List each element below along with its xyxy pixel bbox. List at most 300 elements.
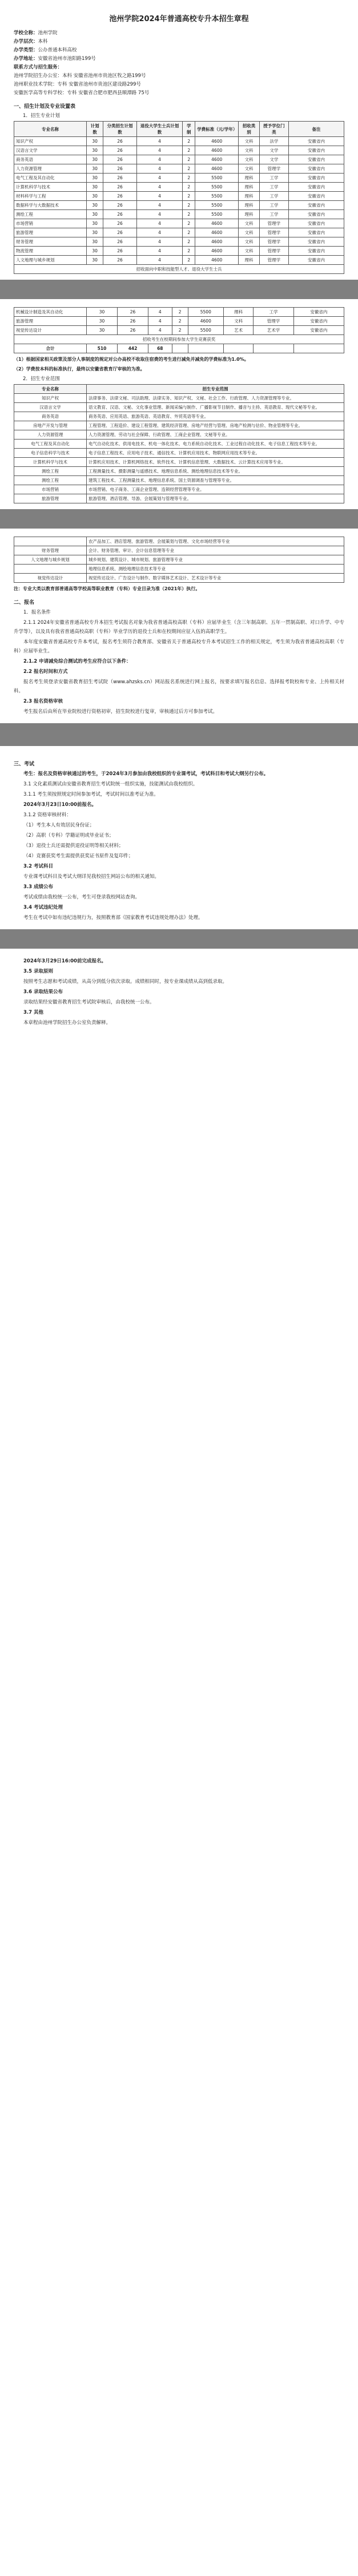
plan-note: （1）根据国家相关政策及部分人事制度的规定对公办高校不收取住宿费的考生进行减免并减免的学费标准为1.0%。 xyxy=(14,357,249,362)
table-cell: 4 xyxy=(148,326,172,335)
table-cell: 26 xyxy=(103,256,137,265)
col-header: 备注 xyxy=(289,122,344,137)
paragraph: 本年度安徽省普通高校专升本考试，报名考生须符合教育部、安徽省关于普通高校专升本考试招生工作的相关规定，考生须为我省普通高校高职（专科）应届毕业生。 xyxy=(14,639,344,654)
paragraph: 3.1.1 考生须按照规定时间参加考试，考试时间以准考证为准。 xyxy=(23,792,159,797)
table-cell: 艺术 xyxy=(223,326,253,335)
major-cell: 市场营销 xyxy=(14,485,87,494)
table-cell: 30 xyxy=(87,174,103,183)
table-cell: 2 xyxy=(183,237,195,247)
table-cell xyxy=(223,344,253,353)
contact-line: 池州学院招生办公室：本科 安徽省池州市贵池区牧之路199号 xyxy=(14,73,146,79)
contact-heading: 联系方式与招生服务： xyxy=(14,64,63,70)
table-cell: 管理学 xyxy=(259,237,288,247)
table-cell: 材料科学与工程 xyxy=(14,192,87,201)
table-cell: 2 xyxy=(183,146,195,155)
requirement-table xyxy=(14,384,344,503)
table-row xyxy=(14,201,344,210)
intro-line: 办学类型：公办普通本科高校 xyxy=(14,47,77,53)
table-cell: 26 xyxy=(103,192,137,201)
table-cell: 4600 xyxy=(188,317,223,326)
table-cell: 2 xyxy=(183,183,195,192)
table-cell: 4 xyxy=(148,317,172,326)
page-gap xyxy=(0,509,358,529)
table-cell: 工学 xyxy=(259,210,288,219)
table-cell: 510 xyxy=(87,344,118,353)
col-header: 专业名称 xyxy=(14,122,87,137)
table-cell: 26 xyxy=(118,317,148,326)
table-cell: 文科 xyxy=(239,237,260,247)
paragraph: （3）退役士兵还需提供退役证明等相关材料； xyxy=(23,843,124,849)
intro-line: 办学层次：本科 xyxy=(14,39,48,45)
sheet-1 xyxy=(0,0,358,280)
table-row xyxy=(14,183,344,192)
paragraph: 2.1.1 2024年安徽省普通高校专升本招生考试报名对象为我省普通高校高职（专科）应届毕业生（含三年制高职、五年一贯制高职、对口升学、中专升学等），以及具有我省普通高校高职（专科）毕业学历的退役士兵和在校期间应征入伍的高职学生。 xyxy=(14,620,344,635)
table-cell: 文科 xyxy=(239,164,260,174)
table-cell: 4600 xyxy=(195,219,239,228)
table-cell: 法学 xyxy=(259,137,288,146)
scope-cell: 工程管理、工程造价、建设工程管理、建筑经济管理、房地产经营与管理、房地产检测与估价、物业管理等专业。 xyxy=(87,421,344,430)
scope-cell: 计算机应用技术、计算机网络技术、软件技术、计算机信息管理、大数据技术、云计算技术应用等专业。 xyxy=(87,458,344,467)
section-heading: 二、报名 xyxy=(14,600,35,606)
major-cell: 财务管理 xyxy=(14,546,87,555)
table-cell: 数据科学与大数据技术 xyxy=(14,201,87,210)
table-cell: 5500 xyxy=(188,308,223,317)
requirement-table-body xyxy=(14,394,344,503)
table-cell: 安徽省内 xyxy=(289,146,344,155)
table-cell: 工学 xyxy=(259,201,288,210)
table-cell: 机械设计制造及其自动化 xyxy=(14,308,87,317)
table-row xyxy=(14,476,344,485)
table-cell: 安徽省内 xyxy=(293,326,344,335)
table-cell: 4 xyxy=(136,174,183,183)
table-cell: 财务管理 xyxy=(14,237,87,247)
table-cell: 4 xyxy=(136,256,183,265)
table-row xyxy=(14,137,344,146)
table-cell: 4600 xyxy=(195,146,239,155)
table-cell: 工学 xyxy=(259,192,288,201)
contact-line: 安徽医学高等专科学校：专科 安徽省合肥市肥西县顺潭路 75号 xyxy=(14,90,150,96)
scope-cell: 人力资源管理、劳动与社会保障、行政管理、工商企业管理、文秘等专业。 xyxy=(87,430,344,440)
table-cell: 30 xyxy=(87,210,103,219)
table-row xyxy=(14,485,344,494)
sheet-4 xyxy=(0,746,358,929)
table-cell: 5500 xyxy=(195,174,239,183)
paragraph: 3.7 其他 xyxy=(23,1010,44,1015)
paragraph: 专业课考试科目及考试大纲详见我校招生网站公布的相关通知。 xyxy=(23,874,160,880)
table-row xyxy=(14,228,344,237)
table-cell: 文学 xyxy=(259,155,288,164)
paragraph: （4）竞赛获奖考生需提供获奖证书原件及复印件； xyxy=(23,853,134,859)
table-row xyxy=(14,440,344,449)
major-cell: 人力资源管理 xyxy=(14,430,87,440)
scope-cell: 商务英语、应用英语、旅游英语、英语教育、外贸英语等专业。 xyxy=(87,412,344,421)
table-cell: 26 xyxy=(118,326,148,335)
major-cell: 商务英语 xyxy=(14,412,87,421)
table-cell: 2 xyxy=(183,256,195,265)
table-cell: 2 xyxy=(183,155,195,164)
table-cell: 30 xyxy=(87,237,103,247)
table-cell: 理科 xyxy=(239,183,260,192)
document-title: 池州学院2024年普通高校专升本招生章程 xyxy=(109,15,249,23)
table-header-row xyxy=(14,385,344,394)
document-page xyxy=(0,0,358,1034)
section-body xyxy=(14,769,344,922)
plan-table-continued xyxy=(14,307,344,353)
table-cell xyxy=(188,344,223,353)
table-cell: 理科 xyxy=(223,308,253,317)
table-cell: 人力资源管理 xyxy=(14,164,87,174)
table-cell: 26 xyxy=(103,137,137,146)
table-cell: 理科 xyxy=(239,192,260,201)
table-cell: 文学 xyxy=(259,146,288,155)
table-row xyxy=(14,537,344,546)
paragraph: 3.1 文化素质测试由安徽省教育招生考试院统一组织实施，技能测试由我校组织。 xyxy=(23,781,198,787)
paragraph: 报名考生须登录安徽省教育招生考试院（www.ahzsks.cn）网站报名系统进行网上报名，按要求填写报名信息、选择报考院校和专业、上传相关材料。 xyxy=(14,679,344,694)
table-cell: 26 xyxy=(103,247,137,256)
table-row xyxy=(14,421,344,430)
table-row xyxy=(14,326,344,335)
table-cell: 2 xyxy=(183,137,195,146)
table-cell: 安徽省内 xyxy=(289,228,344,237)
table-cell: 30 xyxy=(87,164,103,174)
table-cell: 5500 xyxy=(195,183,239,192)
table-row xyxy=(14,394,344,403)
table-cell: 商务英语 xyxy=(14,155,87,164)
table-cell: 管理学 xyxy=(259,164,288,174)
table-cell: 30 xyxy=(87,326,118,335)
table-cell: 理科 xyxy=(239,174,260,183)
table-row xyxy=(14,565,344,574)
table-row xyxy=(14,237,344,247)
major-cell: 知识产权 xyxy=(14,394,87,403)
table-cell: 5500 xyxy=(195,210,239,219)
major-cell: 房地产开发与管理 xyxy=(14,421,87,430)
table-cell: 4 xyxy=(136,155,183,164)
table-cell: 4 xyxy=(136,201,183,210)
scope-cell: 视觉传达设计、广告设计与制作、数字媒体艺术设计、艺术设计等专业 xyxy=(87,574,344,583)
scope-cell: 工程测量技术、摄影测量与遥感技术、地理信息系统、测绘地理信息技术等专业。 xyxy=(87,467,344,476)
table-cell: 2 xyxy=(183,192,195,201)
scope-cell: 旅游管理、酒店管理、导游、会展策划与管理等专业。 xyxy=(87,494,344,503)
table-cell: 理科 xyxy=(239,256,260,265)
table-cell: 安徽省内 xyxy=(289,164,344,174)
table-cell: 2 xyxy=(183,164,195,174)
table-cell: 安徽省内 xyxy=(293,317,344,326)
table-cell: 工学 xyxy=(254,308,293,317)
major-cell: 旅游管理 xyxy=(14,494,87,503)
subsection-heading: 2．招生专业范围 xyxy=(23,376,60,382)
table-cell: 2 xyxy=(172,317,188,326)
table-row xyxy=(14,574,344,583)
table-header-row xyxy=(14,122,344,137)
table-cell: 安徽省内 xyxy=(289,237,344,247)
scope-cell: 农产品加工、酒店管理、旅游管理、会展策划与管理、文化市场经营等专业 xyxy=(87,537,344,546)
table-cell: 文科 xyxy=(239,137,260,146)
paragraph: 2.2 报名时间和方式 xyxy=(23,669,68,675)
table-row xyxy=(14,192,344,201)
table-cell: 30 xyxy=(87,228,103,237)
major-cell xyxy=(14,537,87,546)
table-cell-remark: 招收面向中职和技能型人才、退役大学生士兵 xyxy=(14,265,344,274)
major-cell: 测绘工程 xyxy=(14,476,87,485)
paragraph: 2.1.2 申请减免综合测试的考生应符合以下条件： xyxy=(23,659,131,664)
table-cell: 68 xyxy=(148,344,172,353)
table-cell: 30 xyxy=(87,256,103,265)
major-cell: 电气工程及其自动化 xyxy=(14,440,87,449)
paragraph: 考生在考试中如有违纪违规行为，按照教育部《国家教育考试违规处理办法》处理。 xyxy=(23,915,203,921)
table-cell: 4 xyxy=(136,146,183,155)
table-cell: 文科 xyxy=(239,247,260,256)
scope-cell: 市场营销、电子商务、工商企业管理、连锁经营管理等专业。 xyxy=(87,485,344,494)
table-cell: 安徽省内 xyxy=(289,192,344,201)
table-cell: 物流管理 xyxy=(14,247,87,256)
table-cell: 安徽省内 xyxy=(289,137,344,146)
col-header: 分类招生计划数 xyxy=(103,122,137,137)
paragraph: 3.1.2 资格审核材料： xyxy=(23,812,71,818)
table-cell: 5500 xyxy=(195,201,239,210)
table-cell: 30 xyxy=(87,317,118,326)
table-row xyxy=(14,317,344,326)
table-cell: 安徽省内 xyxy=(289,183,344,192)
table-cell: 26 xyxy=(103,155,137,164)
table-cell: 文科 xyxy=(223,317,253,326)
table-cell: 4600 xyxy=(195,237,239,247)
major-cell xyxy=(14,565,87,574)
table-cell: 管理学 xyxy=(254,317,293,326)
table-cell: 26 xyxy=(118,308,148,317)
table-cell: 26 xyxy=(103,146,137,155)
page-gap xyxy=(0,723,358,746)
table-cell: 视觉传达设计 xyxy=(14,326,87,335)
sheet-2 xyxy=(0,299,358,509)
paragraph: 2024年3月29日16:00前完成报名。 xyxy=(23,958,106,964)
table-cell: 26 xyxy=(103,237,137,247)
major-cell: 视觉传达设计 xyxy=(14,574,87,583)
requirement-table-continued xyxy=(14,537,344,583)
table-cell: 理科 xyxy=(239,210,260,219)
table-cell: 安徽省内 xyxy=(293,308,344,317)
table-cell: 旅游管理 xyxy=(14,228,87,237)
table-cell xyxy=(293,344,344,353)
table-cell: 2 xyxy=(172,308,188,317)
scope-cell: 语文教育、汉语、文秘、文化事业管理、新闻采编与制作、广播影视节目制作、播音与主持、英语教育、现代文秘等专业。 xyxy=(87,403,344,412)
paragraph: 考生报名后由所在毕业院校进行资格初审，招生院校进行复审，审核通过后方可参加考试。 xyxy=(23,709,218,715)
scope-cell: 法律事务、法律文秘、司法助理、法律实务、知识产权、文秘、社会工作、行政管理、人力资源管理等专业。 xyxy=(87,394,344,403)
table-cell-remark: 招收考生在校期间参加大学生竞赛获奖 xyxy=(14,335,344,344)
plan-note: （2）学费按本科的标准执行，最终以安徽省教育厅审核的为准。 xyxy=(14,366,145,372)
table-row xyxy=(14,247,344,256)
table-cell: 4 xyxy=(136,210,183,219)
table-cell: 安徽省内 xyxy=(289,256,344,265)
paragraph: 考生：报名及资格审核通过的考生，于2024年3月参加由我校组织的专业课考试，考试科目和考试大纲另行公布。 xyxy=(23,771,269,777)
table-cell: 合计 xyxy=(14,344,87,353)
table-cell: 2 xyxy=(183,219,195,228)
paragraph: 3.6 录取结果公布 xyxy=(23,989,63,995)
col-header: 专业名称 xyxy=(14,385,87,394)
page-gap xyxy=(0,280,358,299)
table-cell: 30 xyxy=(87,183,103,192)
table-cell: 26 xyxy=(103,210,137,219)
table-cell: 26 xyxy=(103,183,137,192)
table-cell: 人文地理与城乡规划 xyxy=(14,256,87,265)
table-cell: 5500 xyxy=(195,192,239,201)
table-row xyxy=(14,412,344,421)
section-heading: 一、招生计划及专业设置表 xyxy=(14,104,76,110)
table-cell: 4600 xyxy=(195,247,239,256)
table-cell: 26 xyxy=(103,219,137,228)
col-header: 授予学位门类 xyxy=(259,122,288,137)
table-cell: 文科 xyxy=(239,219,260,228)
paragraph: 考试成绩由我校统一公布，考生可登录我校网站查询。 xyxy=(23,894,140,900)
table-row-remark xyxy=(14,265,344,274)
col-header: 学制 xyxy=(183,122,195,137)
scope-cell: 地理信息系统、测绘地理信息技术等专业 xyxy=(87,565,344,574)
scope-cell: 会计、财务管理、审计、会计信息管理等专业 xyxy=(87,546,344,555)
paragraph: 3.5 录取原则 xyxy=(23,969,54,974)
table-cell: 2 xyxy=(183,247,195,256)
table-cell: 26 xyxy=(103,228,137,237)
table-cell: 26 xyxy=(103,164,137,174)
table-cell: 30 xyxy=(87,192,103,201)
table-cell: 30 xyxy=(87,247,103,256)
paragraph: 按照考生志愿和考试成绩，从高分到低分依次录取。成绩相同时，按专业课成绩从高到低录取。 xyxy=(23,979,228,985)
table-cell: 工学 xyxy=(259,183,288,192)
major-cell: 汉语言文学 xyxy=(14,403,87,412)
table-cell: 理科 xyxy=(239,201,260,210)
subsection-heading: 1．报名条件 xyxy=(23,610,51,615)
table-cell: 文科 xyxy=(239,146,260,155)
subsection-heading: 1．招生专业计划 xyxy=(23,113,60,119)
paragraph: 3.2 考试科目 xyxy=(23,864,54,869)
paragraph: （1）考生本人有效居民身份证； xyxy=(23,823,95,828)
table-cell: 管理学 xyxy=(259,219,288,228)
paragraph: （2）高职（专科）学籍证明或毕业证书； xyxy=(23,833,114,838)
major-cell: 电子信息科学与技术 xyxy=(14,449,87,458)
requirement-note: 注：专业大类以教育部普通高等学校高等职业教育（专科）专业目录为准（2021年）执行。 xyxy=(14,586,200,591)
table-cell: 4 xyxy=(136,183,183,192)
table-cell: 4 xyxy=(136,219,183,228)
table-cell: 管理学 xyxy=(259,256,288,265)
table-cell: 2 xyxy=(172,326,188,335)
table-row xyxy=(14,555,344,565)
contact-line: 池州职业技术学院：专科 安徽省池州市贵池区建设路299号 xyxy=(14,82,141,87)
table-cell: 汉语言文学 xyxy=(14,146,87,155)
table-row xyxy=(14,155,344,164)
table-cell: 文科 xyxy=(239,155,260,164)
table-cell: 4 xyxy=(136,137,183,146)
col-header: 招生专业范围 xyxy=(87,385,344,394)
col-header: 学费标准（元/学年） xyxy=(195,122,239,137)
table-row xyxy=(14,174,344,183)
table-cell: 艺术学 xyxy=(254,326,293,335)
table-cell xyxy=(254,344,293,353)
table-cell: 442 xyxy=(118,344,148,353)
table-row-remark xyxy=(14,335,344,344)
table-cell: 4600 xyxy=(195,155,239,164)
table-row xyxy=(14,308,344,317)
table-row xyxy=(14,458,344,467)
paragraph: 3.3 成绩公布 xyxy=(23,884,54,890)
sheet-5 xyxy=(0,949,358,1034)
table-cell: 4600 xyxy=(195,164,239,174)
table-cell: 安徽省内 xyxy=(289,247,344,256)
table-cell: 30 xyxy=(87,308,118,317)
table-cell: 30 xyxy=(87,146,103,155)
plan-table-body xyxy=(14,308,344,353)
paragraph: 2.3 报名资格审核 xyxy=(23,699,63,704)
table-cell: 5500 xyxy=(188,326,223,335)
plan-table xyxy=(14,121,344,274)
section-body xyxy=(14,618,344,716)
table-cell: 30 xyxy=(87,219,103,228)
table-cell: 安徽省内 xyxy=(289,219,344,228)
table-cell: 4 xyxy=(136,228,183,237)
table-cell xyxy=(172,344,188,353)
table-cell: 管理学 xyxy=(259,228,288,237)
table-cell: 26 xyxy=(103,174,137,183)
table-row xyxy=(14,430,344,440)
table-cell: 管理学 xyxy=(259,247,288,256)
intro-line: 办学地址：安徽省池州市池阳路199号 xyxy=(14,56,96,62)
paragraph: 本章程由池州学院招生办公室负责解释。 xyxy=(23,1020,111,1026)
intro-block xyxy=(14,29,344,98)
section-body xyxy=(14,957,344,1027)
table-cell: 2 xyxy=(183,210,195,219)
table-cell: 4 xyxy=(148,308,172,317)
scope-cell: 电气自动化技术、供用电技术、机电一体化技术、电力系统自动化技术、工业过程自动化技术、电子信息工程技术等专业。 xyxy=(87,440,344,449)
table-cell: 26 xyxy=(103,201,137,210)
paragraph: 3.4 考试违纪处理 xyxy=(23,905,63,910)
scope-cell: 建筑工程技术、工程测量技术、地理信息系统、国土资源调查与管理等专业。 xyxy=(87,476,344,485)
sheet-3 xyxy=(0,529,358,723)
page-gap xyxy=(0,929,358,949)
table-cell: 4 xyxy=(136,192,183,201)
table-cell: 2 xyxy=(183,174,195,183)
table-cell: 电气工程及其自动化 xyxy=(14,174,87,183)
table-cell: 旅游管理 xyxy=(14,317,87,326)
table-cell: 4 xyxy=(136,237,183,247)
table-row xyxy=(14,210,344,219)
table-row xyxy=(14,219,344,228)
intro-line: 学校全称：池州学院 xyxy=(14,30,58,36)
major-cell: 人文地理与城乡规划 xyxy=(14,555,87,565)
table-row xyxy=(14,467,344,476)
major-cell: 计算机科学与技术 xyxy=(14,458,87,467)
table-row xyxy=(14,256,344,265)
table-cell: 计算机科学与技术 xyxy=(14,183,87,192)
table-cell: 30 xyxy=(87,201,103,210)
table-row xyxy=(14,546,344,555)
scope-cell: 电子信息工程技术、应用电子技术、通信技术、计算机应用技术、物联网应用技术等专业。 xyxy=(87,449,344,458)
section-heading: 三、考试 xyxy=(14,761,35,767)
table-cell: 4 xyxy=(136,164,183,174)
plan-table-body xyxy=(14,137,344,274)
major-cell: 测绘工程 xyxy=(14,467,87,476)
table-cell: 4600 xyxy=(195,256,239,265)
col-header: 招收类别 xyxy=(239,122,260,137)
table-cell: 2 xyxy=(183,228,195,237)
table-row xyxy=(14,164,344,174)
paragraph: 2024年3月23日10:00前报名。 xyxy=(23,802,96,808)
table-cell: 知识产权 xyxy=(14,137,87,146)
table-cell: 安徽省内 xyxy=(289,210,344,219)
table-row-total xyxy=(14,344,344,353)
table-cell: 30 xyxy=(87,155,103,164)
table-row xyxy=(14,449,344,458)
col-header: 计划数 xyxy=(87,122,103,137)
paragraph: 录取结果经安徽省教育招生考试院审核后，由我校统一公布。 xyxy=(23,999,155,1005)
table-cell: 安徽省内 xyxy=(289,174,344,183)
